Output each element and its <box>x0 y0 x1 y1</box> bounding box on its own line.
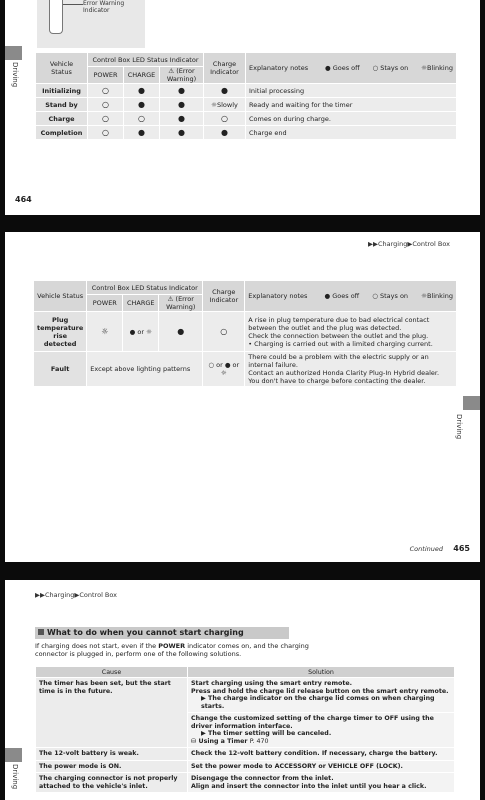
row-status: Completion <box>36 126 88 140</box>
side-label-driving: Driving <box>11 764 19 790</box>
led-status-table <box>33 280 457 387</box>
section-tab <box>5 46 22 60</box>
note-line: Contact an authorized Honda Clarity Plug-In Hybrid dealer. <box>248 369 440 377</box>
legend-stays-on: ○ Stays on <box>372 64 409 72</box>
header-power: POWER <box>87 295 123 312</box>
page-number: 464 <box>15 195 32 204</box>
fault-pattern: Except above lighting patterns <box>87 352 203 387</box>
indicator-state: ● <box>204 84 246 98</box>
indicator-state: ☼Slowly <box>204 98 246 112</box>
intro-paragraph <box>35 642 335 658</box>
table-row <box>36 112 457 126</box>
power-state: ○ <box>88 98 124 112</box>
breadcrumb: ▶▶Charging▶Control Box <box>35 591 118 599</box>
row-status: Initializing <box>36 84 88 98</box>
reference-page: P. 470 <box>249 737 269 745</box>
header-error-warning: ⚠ (Error Warning) <box>159 295 203 312</box>
manual-page-465 <box>5 232 480 562</box>
cause-cell: The 12-volt battery is weak. <box>36 748 188 761</box>
header-notes-legend <box>245 281 457 312</box>
indicator-state: ○ or ● or ☼ <box>203 352 245 387</box>
row-status: Charge <box>36 112 88 126</box>
indicator-state: ○ <box>204 112 246 126</box>
indicator-state: ○ <box>203 312 245 352</box>
intro-bold: POWER <box>158 642 186 650</box>
control-box-illustration <box>49 0 63 34</box>
legend-blinking: ☼Blinking <box>421 64 453 72</box>
power-state: ○ <box>88 112 124 126</box>
table-row <box>36 748 455 761</box>
header-vehicle-status: Vehicle Status <box>36 53 88 84</box>
table-row <box>34 352 457 387</box>
header-solution: Solution <box>188 667 455 678</box>
header-vehicle-status: Vehicle Status <box>34 281 87 312</box>
error-state: ● <box>160 84 204 98</box>
charge-state: ○ <box>124 112 160 126</box>
note-line: • Charging is carried out with a limited charging current. <box>248 339 433 348</box>
table-row <box>36 84 457 98</box>
section-title <box>35 627 289 639</box>
header-notes: Explanatory notes <box>248 292 308 300</box>
troubleshooting-table <box>35 666 455 793</box>
header-charge-indicator: Charge Indicator <box>203 281 245 312</box>
side-label-driving: Driving <box>454 414 463 440</box>
row-note: Comes on during charge. <box>246 112 457 126</box>
header-control-box: Control Box LED Status Indicator <box>88 53 204 67</box>
note-line: There could be a problem with the electric supply or an internal failure. <box>248 353 429 369</box>
row-note: Initial processing <box>246 84 457 98</box>
led-status-table <box>35 52 457 140</box>
row-status: Stand by <box>36 98 88 112</box>
note-line: Check the connection between the outlet and the plug. <box>248 331 429 340</box>
table-row <box>34 312 457 352</box>
solution-line: Change the customized setting of the charge timer to OFF using the driver information interface. <box>191 715 434 730</box>
power-state: ○ <box>88 84 124 98</box>
header-error-warning: ⚠ (Error Warning) <box>160 67 204 84</box>
row-status: Plug temperature rise detected <box>34 312 87 352</box>
power-state: ○ <box>88 126 124 140</box>
figure-label: Error Warning Indicator <box>83 0 125 14</box>
solution-line: ▶ The timer setting will be canceled. <box>201 730 332 737</box>
header-charge-indicator: Charge Indicator <box>204 53 246 84</box>
cause-cell: The charging connector is not properly attached to the vehicle's inlet. <box>36 773 188 793</box>
error-state: ● <box>160 126 204 140</box>
table-row <box>36 760 455 773</box>
manual-page-466 <box>5 580 480 800</box>
breadcrumb: ▶▶Charging▶Control Box <box>367 240 450 248</box>
charge-state: ● <box>124 84 160 98</box>
control-box-figure <box>37 0 145 48</box>
solution-line: Press and hold the charge lid release button on the smart entry remote. <box>191 687 449 695</box>
error-state: ● <box>160 112 204 126</box>
solution-cell: Check the 12-volt battery condition. If necessary, charge the battery. <box>188 748 455 761</box>
table-row <box>36 678 455 713</box>
intro-text: If charging does not start, even if the <box>35 642 159 650</box>
charge-state: ● <box>124 126 160 140</box>
section-tab <box>5 748 22 762</box>
charge-state: ● <box>124 98 160 112</box>
table-row <box>36 98 457 112</box>
solution-line: Disengage the connector from the inlet. <box>191 775 334 782</box>
solution-line: Start charging using the smart entry remote. <box>191 680 353 687</box>
callout-line <box>63 4 83 5</box>
row-note: Ready and waiting for the timer <box>246 98 457 112</box>
legend-stays-on: ○ Stays on <box>372 292 409 300</box>
charge-state: ● or ☼ <box>123 312 159 352</box>
header-power: POWER <box>88 67 124 84</box>
row-note: Charge end <box>246 126 457 140</box>
solution-line: ▶ The charge indicator on the charge lid comes on when charging starts. <box>201 695 435 710</box>
header-charge: CHARGE <box>123 295 159 312</box>
solution-cell <box>188 678 455 713</box>
continued-label: Continued <box>409 545 443 553</box>
indicator-state: ● <box>204 126 246 140</box>
header-control-box: Control Box LED Status Indicator <box>87 281 203 295</box>
solution-cell <box>188 773 455 793</box>
table-row <box>36 773 455 793</box>
error-state: ● <box>159 312 203 352</box>
cause-cell: The power mode is ON. <box>36 760 188 773</box>
side-label-driving: Driving <box>11 62 19 88</box>
error-state: ● <box>160 98 204 112</box>
section-tab <box>463 396 480 410</box>
solution-line: Align and insert the connector into the inlet until you hear a click. <box>191 782 427 790</box>
header-charge: CHARGE <box>124 67 160 84</box>
intro-text: indicator comes on, and the charging connector is plugged in, perform one of the following solutions. <box>35 642 309 658</box>
reference-icon: ⛁ <box>191 737 199 745</box>
power-state: ☼ <box>87 312 123 352</box>
header-cause: Cause <box>36 667 188 678</box>
table-row <box>36 126 457 140</box>
page-number: 465 <box>453 544 470 553</box>
reference-label: Using a Timer <box>198 737 248 745</box>
cause-cell: The timer has been set, but the start time is in the future. <box>36 678 188 748</box>
section-marker-icon <box>38 629 44 635</box>
note-line: You don't have to charge before contacting the dealer. <box>248 377 426 385</box>
row-status: Fault <box>34 352 87 387</box>
row-note <box>245 352 457 387</box>
solution-cell <box>188 713 455 748</box>
legend-blinking: ☼Blinking <box>421 292 453 300</box>
note-line: A rise in plug temperature due to bad electrical contact between the outlet and the plug was detected. <box>248 315 430 332</box>
row-note <box>245 312 457 352</box>
section-title-text: What to do when you cannot start charging <box>47 628 244 637</box>
legend-goes-off: ● Goes off <box>324 292 360 300</box>
manual-page-464 <box>5 0 480 215</box>
solution-cell: Set the power mode to ACCESSORY or VEHICLE OFF (LOCK). <box>188 760 455 773</box>
cross-reference-link[interactable] <box>191 738 451 746</box>
legend-goes-off: ● Goes off <box>324 64 360 72</box>
header-notes: Explanatory notes <box>249 64 309 72</box>
header-notes-legend <box>246 53 457 84</box>
